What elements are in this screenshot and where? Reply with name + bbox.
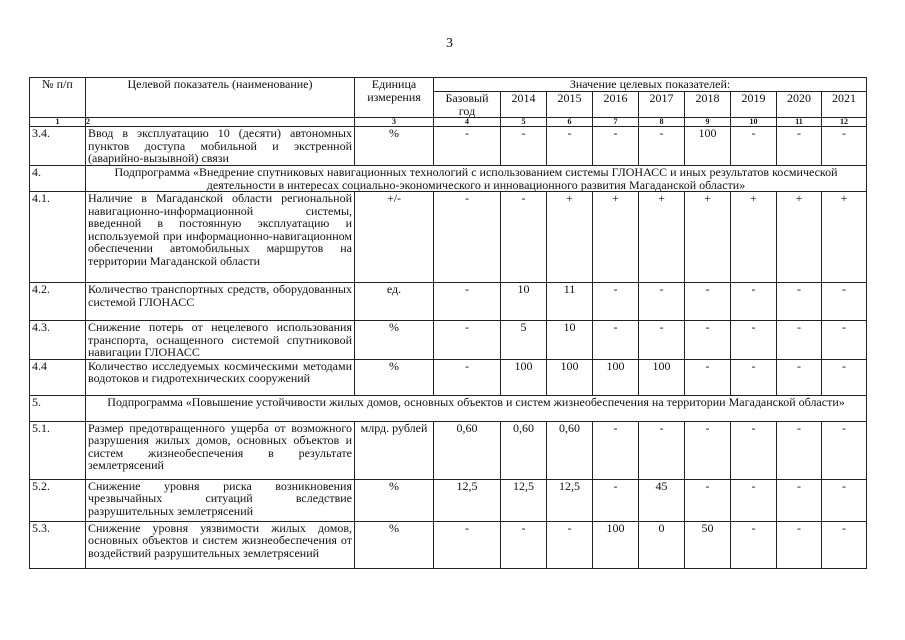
value-cell: - xyxy=(685,479,731,521)
section-title: Подпрограмма «Повышение устойчивости жилых домов, основных объектов и систем жизнеобеспечения на территории Магаданской области» xyxy=(86,395,867,421)
value-cell: 100 xyxy=(685,127,731,166)
value-cell: 100 xyxy=(593,359,639,395)
value-cell: - xyxy=(777,421,822,479)
unit-cell: % xyxy=(355,521,434,568)
value-cell: - xyxy=(822,127,867,166)
value-cell: - xyxy=(593,421,639,479)
header-year: 2019 xyxy=(731,92,777,118)
value-cell: - xyxy=(777,521,822,568)
value-cell: - xyxy=(731,479,777,521)
value-cell: - xyxy=(434,321,501,360)
value-cell: 10 xyxy=(501,283,547,321)
value-cell: - xyxy=(777,479,822,521)
indicator-name: Снижение потерь от нецелевого использования транспорта, оснащенного системой спутниковой навигации ГЛОНАСС xyxy=(86,321,355,360)
value-cell: + xyxy=(777,192,822,283)
value-cell: 100 xyxy=(593,521,639,568)
unit-cell: ед. xyxy=(355,283,434,321)
value-cell: - xyxy=(777,127,822,166)
value-cell: 11 xyxy=(547,283,593,321)
value-cell: - xyxy=(501,127,547,166)
page-number: 3 xyxy=(446,36,453,51)
value-cell: + xyxy=(639,192,685,283)
table-row xyxy=(30,283,867,321)
value-cell: 100 xyxy=(639,359,685,395)
value-cell: - xyxy=(639,321,685,360)
value-cell: - xyxy=(731,321,777,360)
value-cell: - xyxy=(434,192,501,283)
table-row xyxy=(30,192,867,283)
header-year: 2017 xyxy=(639,92,685,118)
value-cell: - xyxy=(434,283,501,321)
table-header xyxy=(30,78,867,127)
header-values-group: Значение целевых показателей: xyxy=(434,78,867,92)
column-number: 5 xyxy=(501,118,547,127)
unit-cell: % xyxy=(355,479,434,521)
value-cell: - xyxy=(777,321,822,360)
value-cell: 0,60 xyxy=(434,421,501,479)
value-cell: 0 xyxy=(639,521,685,568)
header-year: 2015 xyxy=(547,92,593,118)
header-year: 2016 xyxy=(593,92,639,118)
column-number: 6 xyxy=(547,118,593,127)
column-number: 10 xyxy=(731,118,777,127)
value-cell: 45 xyxy=(639,479,685,521)
value-cell: - xyxy=(777,359,822,395)
value-cell: - xyxy=(434,127,501,166)
indicator-name: Количество исследуемых космическими методами водотоков и гидротехнических сооружений xyxy=(86,359,355,395)
value-cell: - xyxy=(822,521,867,568)
value-cell: 100 xyxy=(501,359,547,395)
header-year: 2014 xyxy=(501,92,547,118)
value-cell: + xyxy=(822,192,867,283)
header-year: 2021 xyxy=(822,92,867,118)
table-row xyxy=(30,127,867,166)
table-row xyxy=(30,479,867,521)
target-indicators-table xyxy=(29,77,867,569)
value-cell: - xyxy=(639,421,685,479)
value-cell: - xyxy=(593,127,639,166)
column-number: 7 xyxy=(593,118,639,127)
value-cell: + xyxy=(685,192,731,283)
unit-cell: млрд. рублей xyxy=(355,421,434,479)
column-number: 2 xyxy=(86,118,355,127)
value-cell: - xyxy=(685,283,731,321)
row-number: 5.1. xyxy=(30,421,86,479)
value-cell: + xyxy=(731,192,777,283)
value-cell: - xyxy=(822,421,867,479)
section-title: Подпрограмма «Внедрение спутниковых навигационных технологий с использованием системы ГЛОНАСС и иных результатов космической деятельности в интересах социально-экономического и инновационного развития Магаданской области» xyxy=(86,166,867,192)
section-row xyxy=(30,395,867,421)
value-cell: - xyxy=(731,283,777,321)
table-row xyxy=(30,421,867,479)
row-number: 4.4 xyxy=(30,359,86,395)
indicator-name: Количество транспортных средств, оборудованных системой ГЛОНАСС xyxy=(86,283,355,321)
value-cell: - xyxy=(731,359,777,395)
value-cell: - xyxy=(547,127,593,166)
table-row xyxy=(30,321,867,360)
column-number: 1 xyxy=(30,118,86,127)
value-cell: - xyxy=(685,321,731,360)
value-cell: 100 xyxy=(547,359,593,395)
value-cell: - xyxy=(434,359,501,395)
value-cell: - xyxy=(434,521,501,568)
column-number: 3 xyxy=(355,118,434,127)
column-number: 12 xyxy=(822,118,867,127)
value-cell: - xyxy=(777,283,822,321)
value-cell: - xyxy=(593,479,639,521)
indicator-name: Снижение уровня уязвимости жилых домов, основных объектов и систем жизнеобеспечения от воздействий разрушительных землетрясений xyxy=(86,521,355,568)
value-cell: - xyxy=(685,421,731,479)
column-number: 4 xyxy=(434,118,501,127)
row-number: 5.3. xyxy=(30,521,86,568)
table-row xyxy=(30,521,867,568)
indicator-name: Размер предотвращенного ущерба от возможного разрушения жилых домов, основных объектов и систем жизнеобеспечения в результате землетрясений xyxy=(86,421,355,479)
indicator-name: Наличие в Магаданской области региональной навигационно-информационной системы, введенной в постоянную эксплуатацию и используемой при информационно-навигационном обеспечении автомобильных маршрутов на территории Магаданской области xyxy=(86,192,355,283)
column-number: 8 xyxy=(639,118,685,127)
value-cell: - xyxy=(731,521,777,568)
unit-cell: +/- xyxy=(355,192,434,283)
value-cell: - xyxy=(685,359,731,395)
header-unit: Единица измерения xyxy=(355,78,434,118)
value-cell: - xyxy=(822,321,867,360)
value-cell: - xyxy=(822,359,867,395)
section-number: 5. xyxy=(30,395,86,421)
column-number: 9 xyxy=(685,118,731,127)
value-cell: - xyxy=(731,421,777,479)
header-num: № п/п xyxy=(30,78,86,118)
value-cell: 0,60 xyxy=(501,421,547,479)
indicator-name: Снижение уровня риска возникновения чрезвычайных ситуаций вследствие разрушительных землетрясений xyxy=(86,479,355,521)
header-year: 2020 xyxy=(777,92,822,118)
value-cell: 50 xyxy=(685,521,731,568)
value-cell: 12,5 xyxy=(434,479,501,521)
value-cell: - xyxy=(822,283,867,321)
value-cell: - xyxy=(822,479,867,521)
value-cell: - xyxy=(501,521,547,568)
value-cell: - xyxy=(593,283,639,321)
value-cell: 12,5 xyxy=(547,479,593,521)
table-row xyxy=(30,359,867,395)
value-cell: - xyxy=(639,127,685,166)
column-number: 11 xyxy=(777,118,822,127)
section-number: 4. xyxy=(30,166,86,192)
value-cell: - xyxy=(501,192,547,283)
value-cell: + xyxy=(593,192,639,283)
row-number: 4.3. xyxy=(30,321,86,360)
row-number: 3.4. xyxy=(30,127,86,166)
unit-cell: % xyxy=(355,127,434,166)
header-name: Целевой показатель (наименование) xyxy=(86,78,355,118)
value-cell: + xyxy=(547,192,593,283)
value-cell: 10 xyxy=(547,321,593,360)
unit-cell: % xyxy=(355,359,434,395)
value-cell: - xyxy=(639,283,685,321)
row-number: 4.2. xyxy=(30,283,86,321)
row-number: 5.2. xyxy=(30,479,86,521)
header-year: 2018 xyxy=(685,92,731,118)
header-base-year: Базовый год xyxy=(434,92,501,118)
value-cell: 5 xyxy=(501,321,547,360)
table-body xyxy=(30,127,867,569)
row-number: 4.1. xyxy=(30,192,86,283)
indicator-name: Ввод в эксплуатацию 10 (десяти) автономных пунктов доступа мобильной и экстренной (аварийно-вызывной) связи xyxy=(86,127,355,166)
value-cell: - xyxy=(731,127,777,166)
value-cell: - xyxy=(547,521,593,568)
value-cell: 12,5 xyxy=(501,479,547,521)
unit-cell: % xyxy=(355,321,434,360)
value-cell: - xyxy=(593,321,639,360)
value-cell: 0,60 xyxy=(547,421,593,479)
section-row xyxy=(30,166,867,192)
